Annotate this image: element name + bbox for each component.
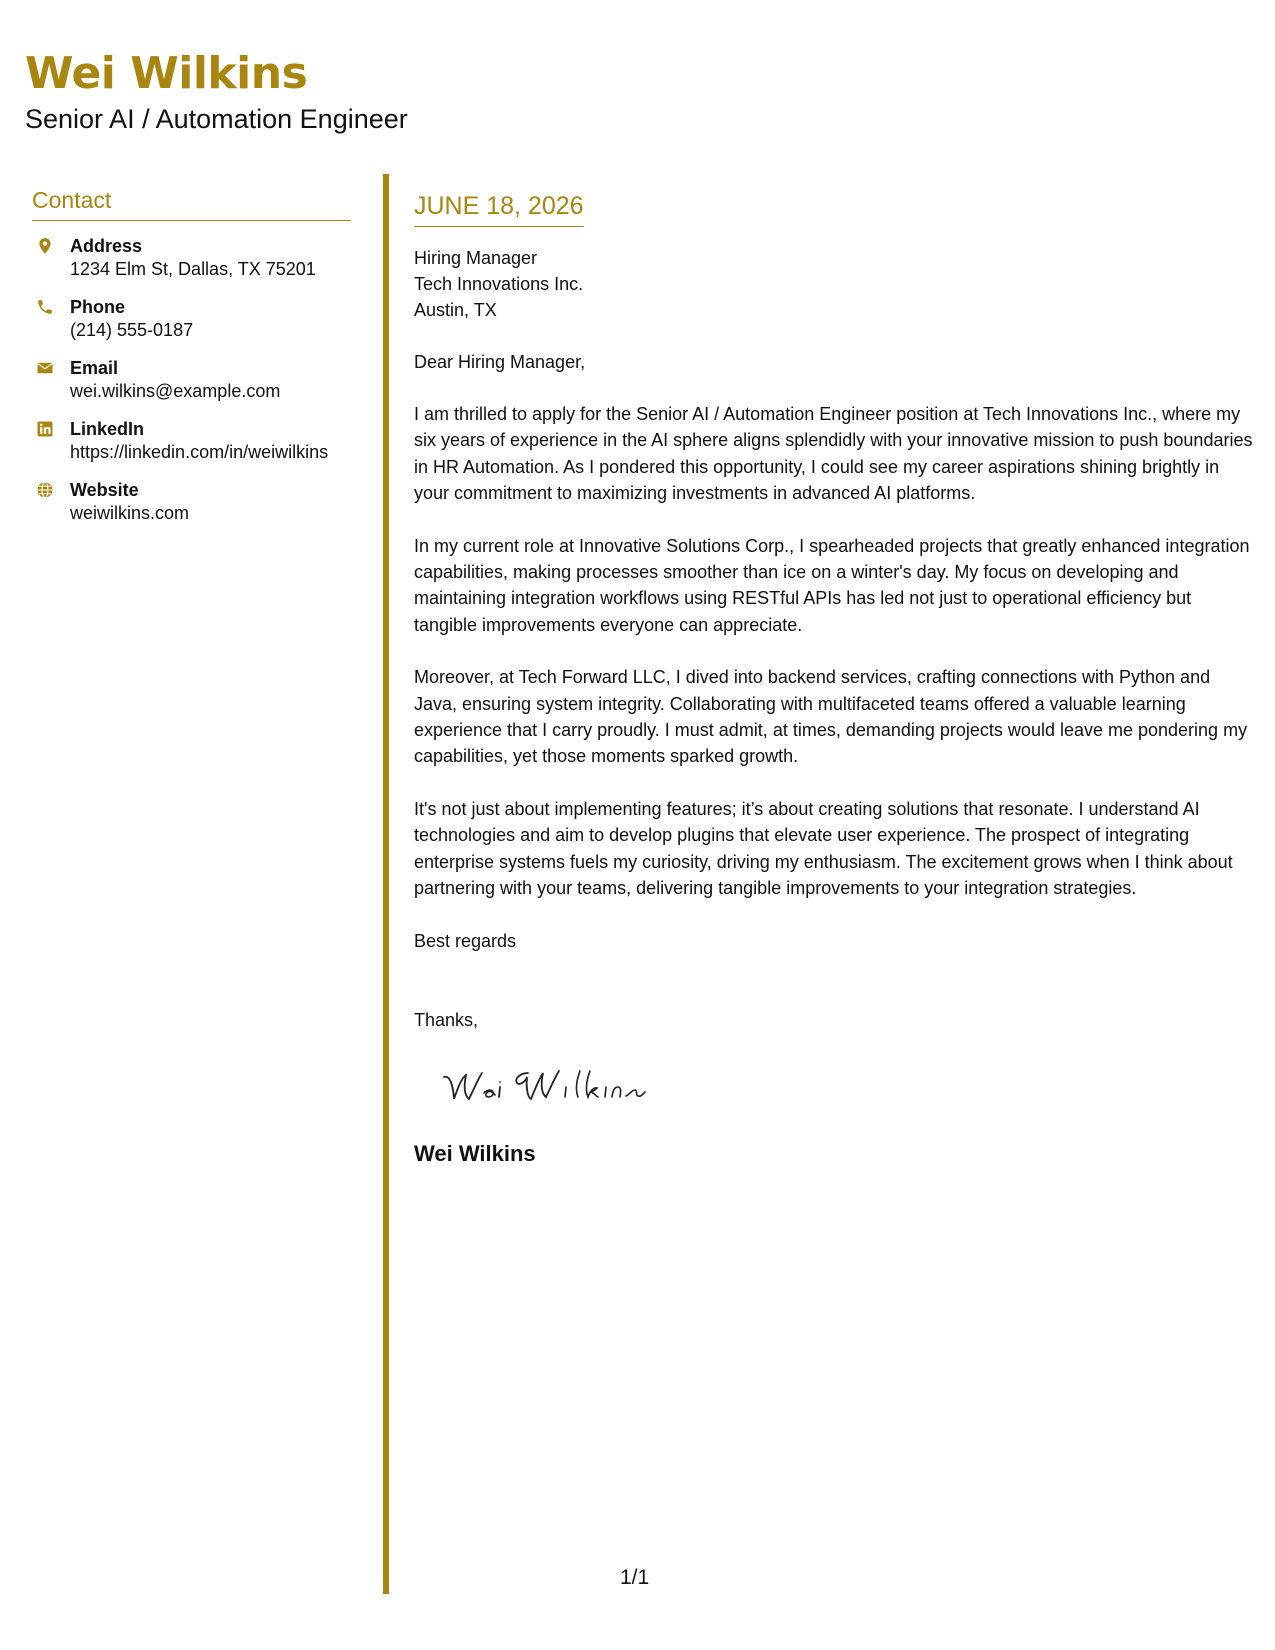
recipient-block <box>414 245 1254 323</box>
contact-value-link[interactable]: weiwilkins.com <box>70 503 190 523</box>
globe-icon <box>36 481 54 499</box>
contact-heading: Contact <box>32 186 350 221</box>
map-pin-icon <box>36 237 54 255</box>
contact-sidebar <box>32 186 350 540</box>
contact-phone <box>32 296 350 343</box>
contact-linkedin <box>32 418 350 465</box>
recipient-line: Austin, TX <box>414 300 497 320</box>
linkedin-icon <box>36 420 54 438</box>
envelope-icon <box>36 359 54 377</box>
contact-address <box>32 235 350 282</box>
column-divider <box>383 174 389 1594</box>
contact-website <box>32 479 350 526</box>
contact-label: Website <box>70 480 139 500</box>
signer-name: Wei Wilkins <box>414 1140 536 1166</box>
contact-label: Address <box>70 236 143 256</box>
letter-paragraph: Moreover, at Tech Forward LLC, I dived into backend services, crafting connections with Python and Java, ensuring system integrity. Collaborating with multifaceted teams offered a valuable learning experience that I carry proudly. I must admit, at times, demanding projects would leave me pondering my capabilities, yet those moments sparked growth. <box>414 667 1248 767</box>
phone-icon <box>36 298 54 316</box>
letter-date: JUNE 18, 2026 <box>414 190 584 227</box>
letter-paragraph: It's not just about implementing features; it’s about creating solutions that resonate. I understand AI technologies and aim to develop plugins that elevate user experience. The prospect of integrating enterprise systems fuels my curiosity, driving my enthusiasm. The excitement grows when I think about partnering with your teams, delivering tangible improvements to your integration strategies. <box>414 798 1233 899</box>
recipient-line: Tech Innovations Inc. <box>414 274 584 294</box>
contact-label: Phone <box>70 297 126 317</box>
applicant-title: Senior AI / Automation Engineer <box>25 104 408 134</box>
contact-value: wei.wilkins@example.com <box>70 381 281 401</box>
contact-list <box>32 235 350 526</box>
contact-email <box>32 357 350 404</box>
letter-paragraph: I am thrilled to apply for the Senior AI / Automation Engineer position at Tech Innovations Inc., where my six years of experience in the AI sphere aligns splendidly with your innovative mission to push boundaries in HR Automation. As I pondered this opportunity, I could see my career aspirations shining brightly in your commitment to maximizing investments in advanced AI platforms. <box>414 404 1253 504</box>
letter-thanks: Thanks, <box>414 1009 479 1030</box>
applicant-name: Wei Wilkins <box>25 48 308 99</box>
resume-header <box>25 46 408 136</box>
contact-value: (214) 555-0187 <box>70 320 194 340</box>
contact-value: 1234 Elm St, Dallas, TX 75201 <box>70 259 316 279</box>
contact-label: Email <box>70 358 119 378</box>
letter-paragraph: In my current role at Innovative Solutions Corp., I spearheaded projects that greatly enhanced integration capabilities, making processes smoother than ice on a winter's day. My focus on developing and maintaining integration workflows using RESTful APIs has led not just to operational efficiency but tangible improvements everyone can appreciate. <box>414 535 1250 635</box>
recipient-line: Hiring Manager <box>414 248 538 268</box>
signature-image <box>440 1063 660 1113</box>
contact-label: LinkedIn <box>70 419 145 439</box>
letter-closing: Best regards <box>414 930 517 951</box>
cover-letter-body <box>414 190 1254 1168</box>
page-number: 1/1 <box>620 1566 650 1589</box>
contact-value-link[interactable]: https://linkedin.com/in/weiwilkins <box>70 442 329 462</box>
letter-greeting: Dear Hiring Manager, <box>414 352 586 372</box>
